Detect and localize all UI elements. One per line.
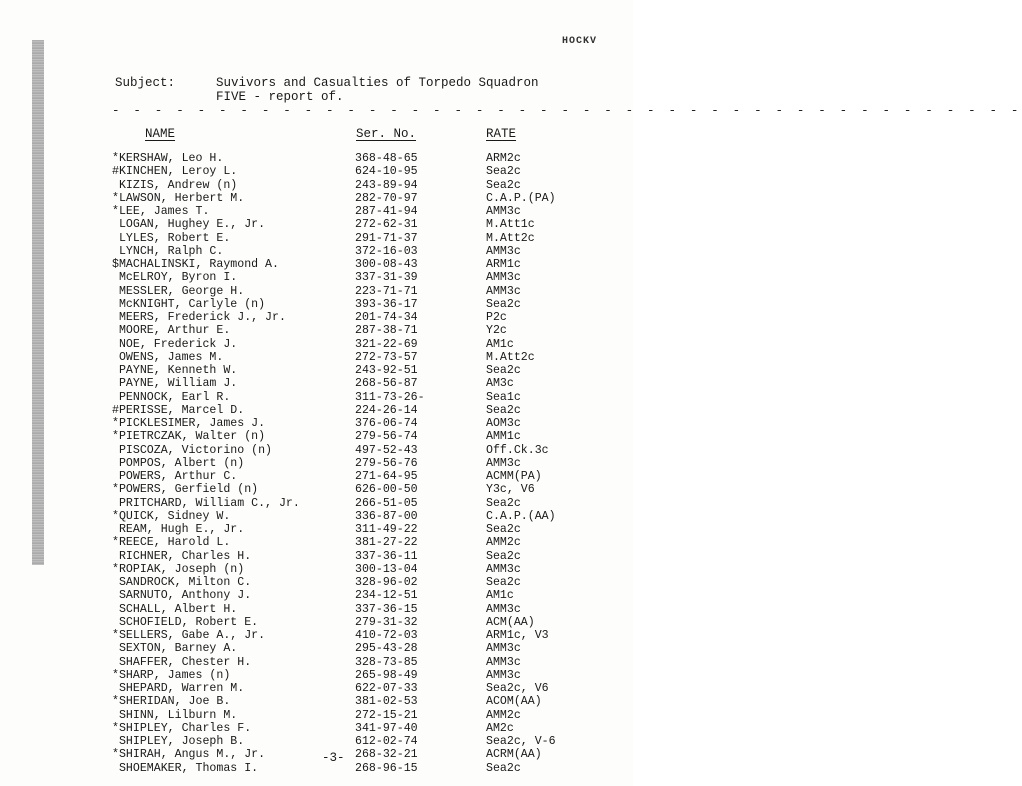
service-number: 624-10-95 (355, 165, 418, 179)
rate-value: Sea2c (486, 403, 521, 417)
roster-row (0, 351, 633, 364)
rate-value: AMM3c (486, 456, 521, 470)
roster-row (0, 563, 633, 576)
rate-value: Y2c (486, 324, 507, 338)
roster-row (0, 722, 633, 735)
service-number: 626-00-50 (355, 483, 418, 497)
rate-value: Sea1c (486, 390, 521, 404)
service-number: 268-32-21 (355, 748, 418, 762)
roster-row (0, 603, 633, 616)
roster-row (0, 205, 633, 218)
roster-row (0, 324, 633, 337)
rate-value: ARM1c, V3 (486, 629, 549, 642)
roster-row (0, 762, 633, 775)
service-number: 612-02-74 (355, 735, 418, 748)
roster-row (0, 497, 633, 510)
crew-name: POMPOS, Albert (n) (112, 456, 245, 470)
service-number: 234-12-51 (355, 589, 418, 603)
service-number: 271-64-95 (355, 470, 418, 483)
rate-value: ACM(AA) (486, 615, 535, 629)
column-header-name: NAME (145, 127, 176, 141)
crew-name: *POWERS, Gerfield (n) (112, 483, 259, 497)
crew-name: RICHNER, Charles H. (112, 549, 252, 563)
crew-name: *QUICK, Sidney W. (112, 509, 231, 523)
roster-row (0, 748, 633, 761)
rate-value: M.Att2c (486, 350, 535, 364)
roster-row (0, 457, 633, 470)
roster-row (0, 179, 633, 192)
crew-name: #PERISSE, Marcel D. (112, 403, 245, 417)
service-number: 282-70-97 (355, 191, 418, 205)
roster-row (0, 404, 633, 417)
crew-name: MEERS, Frederick J., Jr. (112, 311, 286, 324)
crew-name: PISCOZA, Victorino (n) (112, 443, 273, 457)
rate-value: ACMM(PA) (486, 470, 542, 483)
crew-name: SANDROCK, Milton C. (112, 576, 252, 589)
rate-value: Sea2c (486, 165, 521, 179)
crew-name: *ROPIAK, Joseph (n) (112, 562, 245, 576)
service-number: 279-56-74 (355, 430, 418, 444)
rate-value: AMM3c (486, 655, 521, 669)
crew-name: LYNCH, Ralph C. (112, 244, 224, 258)
rate-value: M.Att1c (486, 218, 535, 232)
service-number: 268-96-15 (355, 761, 418, 775)
roster-row (0, 589, 633, 602)
rate-value: Sea2c (486, 364, 521, 377)
crew-name: LOGAN, Hughey E., Jr. (112, 218, 266, 232)
roster-row (0, 510, 633, 523)
rate-value: ARM2c (486, 152, 521, 165)
crew-name: *SHERIDAN, Joe B. (112, 695, 231, 709)
roster-row (0, 377, 633, 390)
crew-name: SCHOFIELD, Robert E. (112, 615, 259, 629)
crew-name: $MACHALINSKI, Raymond A. (112, 258, 279, 271)
rate-value: C.A.P.(AA) (486, 509, 556, 523)
service-number: 321-22-69 (355, 337, 418, 351)
service-number: 311-73-26- (355, 390, 425, 404)
rate-value: C.A.P.(PA) (486, 191, 556, 205)
rate-value: Sea2c (486, 178, 521, 192)
service-number: 337-31-39 (355, 271, 418, 285)
roster-row (0, 523, 633, 536)
roster-row (0, 165, 633, 178)
roster-row (0, 483, 633, 496)
subject-text-line1: Suvivors and Casualties of Torpedo Squadron (216, 76, 539, 90)
roster-row (0, 656, 633, 669)
crew-name: SARNUTO, Anthony J. (112, 589, 252, 603)
rate-value: AMM2c (486, 708, 521, 722)
roster-row (0, 536, 633, 549)
page-number: -3- (322, 751, 345, 765)
crew-name: SHEPARD, Warren M. (112, 682, 245, 695)
corner-mark: HOCKV (562, 36, 598, 47)
roster-row (0, 311, 633, 324)
crew-name: SHINN, Lilburn M. (112, 708, 238, 722)
service-number: 223-71-71 (355, 284, 418, 298)
service-number: 336-87-00 (355, 509, 418, 523)
rate-value: AMM1c (486, 430, 521, 444)
rate-value: AMM3c (486, 284, 521, 298)
roster-row (0, 364, 633, 377)
rate-value: Y3c, V6 (486, 483, 535, 497)
roster-row (0, 258, 633, 271)
crew-name: *SELLERS, Gabe A., Jr. (112, 629, 266, 642)
crew-name: *KERSHAW, Leo H. (112, 152, 224, 165)
service-number: 266-51-05 (355, 496, 418, 510)
roster-row (0, 245, 633, 258)
crew-name: SHOEMAKER, Thomas I. (112, 761, 259, 775)
crew-name: PAYNE, William J. (112, 377, 238, 391)
crew-name: McELROY, Byron I. (112, 271, 238, 285)
crew-name: NOE, Frederick J. (112, 337, 238, 351)
crew-name: McKNIGHT, Carlyle (n) (112, 297, 266, 311)
crew-name: *SHARP, James (n) (112, 668, 231, 682)
rate-value: Off.Ck.3c (486, 443, 549, 457)
crew-name: MESSLER, George H. (112, 284, 245, 298)
rate-value: ACOM(AA) (486, 695, 542, 709)
service-number: 410-72-03 (355, 629, 418, 642)
roster-row (0, 298, 633, 311)
roster-row (0, 338, 633, 351)
crew-name: *REECE, Harold L. (112, 536, 231, 550)
rate-value: AM1c (486, 589, 514, 603)
service-number: 272-15-21 (355, 708, 418, 722)
rate-value: AMM3c (486, 205, 521, 218)
rate-value: M.Att2c (486, 231, 535, 245)
service-number: 265-98-49 (355, 668, 418, 682)
service-number: 328-96-02 (355, 576, 418, 589)
crew-name: *LAWSON, Herbert M. (112, 191, 245, 205)
rate-value: Sea2c (486, 297, 521, 311)
service-number: 272-73-57 (355, 350, 418, 364)
roster-row (0, 391, 633, 404)
rate-value: Sea2c (486, 576, 521, 589)
crew-name: SCHALL, Albert H. (112, 602, 238, 616)
crew-name: PENNOCK, Earl R. (112, 390, 231, 404)
roster-row (0, 232, 633, 245)
roster-row (0, 709, 633, 722)
roster-list (0, 152, 633, 775)
rate-value: AM1c (486, 337, 514, 351)
roster-row (0, 669, 633, 682)
service-number: 268-56-87 (355, 377, 418, 391)
rate-value: AMM3c (486, 642, 521, 656)
crew-name: SHAFFER, Chester H. (112, 655, 252, 669)
roster-row (0, 470, 633, 483)
service-number: 272-62-31 (355, 218, 418, 232)
service-number: 393-36-17 (355, 297, 418, 311)
roster-row (0, 192, 633, 205)
service-number: 497-52-43 (355, 443, 418, 457)
rate-value: AM2c (486, 721, 514, 735)
service-number: 368-48-65 (355, 152, 418, 165)
roster-row (0, 430, 633, 443)
roster-row (0, 682, 633, 695)
service-number: 328-73-85 (355, 655, 418, 669)
roster-row (0, 642, 633, 655)
roster-row (0, 417, 633, 430)
rate-value: AMM2c (486, 536, 521, 550)
roster-row (0, 629, 633, 642)
service-number: 372-16-03 (355, 244, 418, 258)
roster-row (0, 695, 633, 708)
separator-dashes: - - - - - - - - - - - - - - - - - - - - - - - - - - - - - - - - - - - - - - - - - - - (112, 104, 1022, 118)
crew-name: MOORE, Arthur E. (112, 324, 231, 338)
crew-name: KIZIS, Andrew (n) (112, 178, 238, 192)
crew-name: OWENS, James M. (112, 350, 224, 364)
rate-value: AMM3c (486, 244, 521, 258)
rate-value: AOM3c (486, 417, 521, 430)
rate-value: ACRM(AA) (486, 748, 542, 762)
rate-value: AMM3c (486, 271, 521, 285)
roster-row (0, 735, 633, 748)
rate-value: Sea2c (486, 549, 521, 563)
crew-name: *LEE, James T. (112, 205, 210, 218)
crew-name: *PIETRCZAK, Walter (n) (112, 430, 266, 444)
rate-value: Sea2c, V6 (486, 682, 549, 695)
rate-value: Sea2c (486, 761, 521, 775)
service-number: 291-71-37 (355, 231, 418, 245)
service-number: 381-27-22 (355, 536, 418, 550)
rate-value: AM3c (486, 377, 514, 391)
crew-name: SHIPLEY, Joseph B. (112, 735, 245, 748)
crew-name: PRITCHARD, William C., Jr. (112, 496, 300, 510)
crew-name: *PICKLESIMER, James J. (112, 417, 266, 430)
roster-row (0, 576, 633, 589)
service-number: 295-43-28 (355, 642, 418, 656)
rate-value: P2c (486, 311, 507, 324)
crew-name: *SHIRAH, Angus M., Jr. (112, 748, 266, 762)
roster-row (0, 271, 633, 284)
roster-row (0, 218, 633, 231)
rate-value: AMM3c (486, 602, 521, 616)
service-number: 337-36-15 (355, 602, 418, 616)
crew-name: SEXTON, Barney A. (112, 642, 238, 656)
rate-value: ARM1c (486, 258, 521, 271)
service-number: 243-92-51 (355, 364, 418, 377)
service-number: 287-38-71 (355, 324, 418, 338)
rate-value: AMM3c (486, 562, 521, 576)
rate-value: AMM3c (486, 668, 521, 682)
crew-name: PAYNE, Kenneth W. (112, 364, 238, 377)
roster-row (0, 616, 633, 629)
service-number: 300-13-04 (355, 562, 418, 576)
roster-row (0, 444, 633, 457)
subject-text-line2: FIVE - report of. (216, 90, 344, 104)
crew-name: #KINCHEN, Leroy L. (112, 165, 238, 179)
service-number: 287-41-94 (355, 205, 418, 218)
crew-name: REAM, Hugh E., Jr. (112, 523, 245, 536)
crew-name: *SHIPLEY, Charles F. (112, 721, 252, 735)
column-header-ser-no: Ser. No. (356, 127, 417, 141)
service-number: 279-56-76 (355, 456, 418, 470)
crew-name: LYLES, Robert E. (112, 231, 231, 245)
service-number: 243-89-94 (355, 178, 418, 192)
service-number: 311-49-22 (355, 523, 418, 536)
crew-name: POWERS, Arthur C. (112, 470, 238, 483)
service-number: 337-36-11 (355, 549, 418, 563)
service-number: 279-31-32 (355, 615, 418, 629)
subject-label: Subject: (115, 76, 176, 90)
rate-value: Sea2c (486, 523, 521, 536)
service-number: 341-97-40 (355, 721, 418, 735)
service-number: 300-08-43 (355, 258, 418, 271)
roster-row (0, 550, 633, 563)
service-number: 381-02-53 (355, 695, 418, 709)
column-header-rate: RATE (486, 127, 517, 141)
service-number: 224-26-14 (355, 403, 418, 417)
rate-value: Sea2c (486, 496, 521, 510)
service-number: 376-06-74 (355, 417, 418, 430)
roster-row (0, 285, 633, 298)
service-number: 622-07-33 (355, 682, 418, 695)
roster-row (0, 152, 633, 165)
rate-value: Sea2c, V-6 (486, 735, 556, 748)
service-number: 201-74-34 (355, 311, 418, 324)
